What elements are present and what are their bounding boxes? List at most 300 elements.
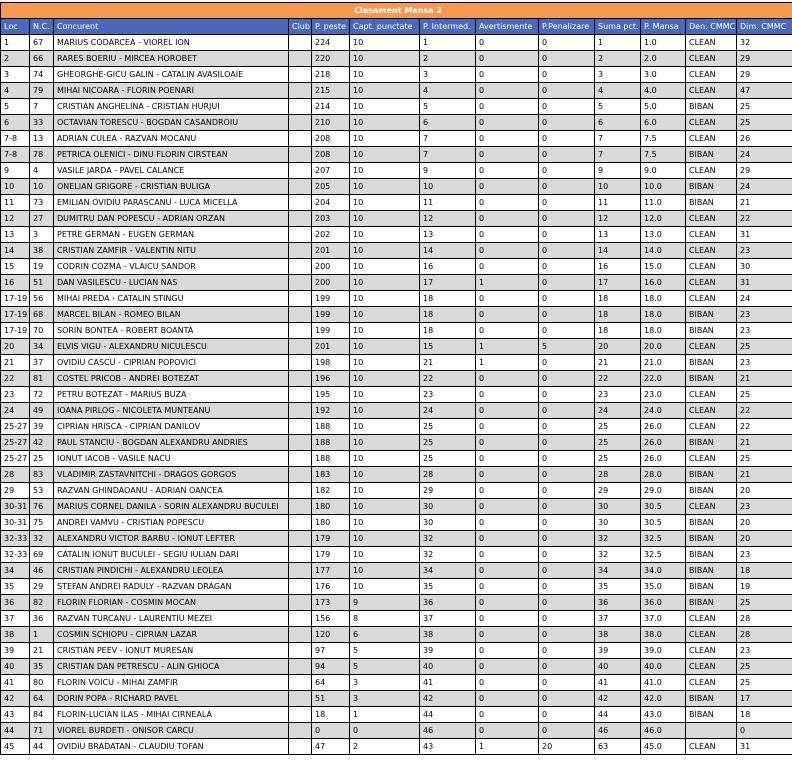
cell-dim-cmmc: 19	[737, 579, 792, 595]
cell-club	[289, 419, 312, 435]
cell-p-peste: 207	[312, 163, 350, 179]
cell-p-mansa: 28.0	[641, 467, 686, 483]
cell-p-penalizare: 0	[539, 435, 595, 451]
cell-p-peste: 47	[312, 739, 350, 755]
cell-nc: 84	[30, 707, 54, 723]
cell-suma-pct: 24	[595, 403, 641, 419]
cell-p-penalizare: 0	[539, 515, 595, 531]
cell-capt-punctate: 5	[350, 659, 420, 675]
table-row	[1, 35, 792, 51]
cell-loc: 11	[1, 195, 30, 211]
cell-nc: 73	[30, 195, 54, 211]
cell-avertismente: 0	[476, 323, 539, 339]
cell-nc: 56	[30, 291, 54, 307]
cell-p-peste: 64	[312, 675, 350, 691]
cell-concurent: CRISTIAN DAN PETRESCU - ALIN GHIOCA	[54, 659, 289, 675]
cell-avertismente: 0	[476, 627, 539, 643]
cell-capt-punctate: 5	[350, 643, 420, 659]
cell-concurent: PAUL STANCIU - BOGDAN ALEXANDRU ANDRIES	[54, 435, 289, 451]
cell-suma-pct: 25	[595, 451, 641, 467]
cell-suma-pct: 18	[595, 291, 641, 307]
cell-concurent: CODRIN COZMA - VLAICU SANDOR	[54, 259, 289, 275]
cell-suma-pct: 13	[595, 227, 641, 243]
cell-nc: 1	[30, 627, 54, 643]
cell-p-mansa: 24.0	[641, 403, 686, 419]
cell-capt-punctate: 0	[350, 723, 420, 739]
cell-club	[289, 243, 312, 259]
cell-concurent: CRISTIAN PEEV - IONUT MURESAN	[54, 643, 289, 659]
cell-concurent: MIHAI NICOARA - FLORIN POENARI	[54, 83, 289, 99]
cell-p-mansa: 26.0	[641, 419, 686, 435]
cell-loc: 25-27	[1, 451, 30, 467]
cell-den-cmmc: BIBAN	[686, 435, 737, 451]
cell-nc: 66	[30, 51, 54, 67]
cell-capt-punctate: 10	[350, 339, 420, 355]
cell-suma-pct: 22	[595, 371, 641, 387]
cell-suma-pct: 44	[595, 707, 641, 723]
cell-p-penalizare: 0	[539, 211, 595, 227]
cell-loc: 40	[1, 659, 30, 675]
cell-nc: 38	[30, 243, 54, 259]
cell-dim-cmmc: 31	[737, 275, 792, 291]
cell-club	[289, 387, 312, 403]
cell-loc: 7-8	[1, 131, 30, 147]
cell-avertismente: 0	[476, 579, 539, 595]
cell-p-peste: 120	[312, 627, 350, 643]
cell-loc: 17-19	[1, 323, 30, 339]
cell-nc: 53	[30, 483, 54, 499]
cell-avertismente: 0	[476, 179, 539, 195]
cell-p-penalizare: 20	[539, 739, 595, 755]
cell-capt-punctate: 10	[350, 499, 420, 515]
cell-dim-cmmc: 25	[737, 595, 792, 611]
cell-loc: 44	[1, 723, 30, 739]
cell-p-penalizare: 0	[539, 51, 595, 67]
cell-den-cmmc: CLEAN	[686, 643, 737, 659]
cell-concurent: OVIDIU BRADATAN - CLAUDIU TOFAN	[54, 739, 289, 755]
cell-suma-pct: 39	[595, 643, 641, 659]
cell-den-cmmc: CLEAN	[686, 403, 737, 419]
table-row	[1, 403, 792, 419]
cell-club	[289, 659, 312, 675]
cell-p-penalizare: 0	[539, 355, 595, 371]
cell-capt-punctate: 10	[350, 307, 420, 323]
cell-loc: 36	[1, 595, 30, 611]
cell-p-peste: 202	[312, 227, 350, 243]
cell-suma-pct: 46	[595, 723, 641, 739]
cell-club	[289, 355, 312, 371]
cell-den-cmmc: CLEAN	[686, 451, 737, 467]
cell-p-peste: 198	[312, 355, 350, 371]
cell-suma-pct: 18	[595, 323, 641, 339]
cell-dim-cmmc: 23	[737, 499, 792, 515]
cell-den-cmmc: BIBAN	[686, 179, 737, 195]
cell-p-intermed: 5	[420, 99, 476, 115]
cell-p-peste: 215	[312, 83, 350, 99]
cell-p-mansa: 32.5	[641, 531, 686, 547]
cell-p-penalizare: 0	[539, 115, 595, 131]
cell-capt-punctate: 8	[350, 611, 420, 627]
cell-loc: 37	[1, 611, 30, 627]
cell-capt-punctate: 3	[350, 691, 420, 707]
cell-p-intermed: 13	[420, 227, 476, 243]
table-row	[1, 483, 792, 499]
cell-p-intermed: 1	[420, 35, 476, 51]
cell-dim-cmmc: 18	[737, 563, 792, 579]
cell-loc: 30-31	[1, 499, 30, 515]
table-row	[1, 435, 792, 451]
cell-suma-pct: 16	[595, 259, 641, 275]
cell-avertismente: 0	[476, 115, 539, 131]
cell-p-mansa: 38.0	[641, 627, 686, 643]
cell-club	[289, 131, 312, 147]
cell-concurent: OVIDIU CASCU - CIPRIAN POPOVICI	[54, 355, 289, 371]
table-row	[1, 451, 792, 467]
cell-suma-pct: 1	[595, 35, 641, 51]
cell-p-intermed: 12	[420, 211, 476, 227]
cell-p-peste: 183	[312, 467, 350, 483]
cell-p-intermed: 4	[420, 83, 476, 99]
cell-club	[289, 179, 312, 195]
cell-dim-cmmc: 25	[737, 99, 792, 115]
cell-club	[289, 531, 312, 547]
cell-p-penalizare: 0	[539, 467, 595, 483]
cell-concurent: GHEORGHE-GICU GALIN - CATALIN AVASILOAIE	[54, 67, 289, 83]
table-row	[1, 195, 792, 211]
cell-capt-punctate: 6	[350, 627, 420, 643]
cell-suma-pct: 18	[595, 307, 641, 323]
cell-loc: 10	[1, 179, 30, 195]
table-row	[1, 419, 792, 435]
cell-suma-pct: 14	[595, 243, 641, 259]
cell-capt-punctate: 10	[350, 179, 420, 195]
cell-capt-punctate: 10	[350, 147, 420, 163]
cell-p-intermed: 46	[420, 723, 476, 739]
cell-concurent: PETRE GERMAN - EUGEN GERMAN	[54, 227, 289, 243]
cell-nc: 80	[30, 675, 54, 691]
cell-avertismente: 0	[476, 371, 539, 387]
table-row	[1, 371, 792, 387]
cell-loc: 5	[1, 99, 30, 115]
cell-p-mansa: 1.0	[641, 35, 686, 51]
cell-avertismente: 1	[476, 339, 539, 355]
cell-den-cmmc: CLEAN	[686, 499, 737, 515]
table-row	[1, 627, 792, 643]
cell-loc: 32-33	[1, 547, 30, 563]
cell-p-mansa: 3.0	[641, 67, 686, 83]
cell-p-mansa: 39.0	[641, 643, 686, 659]
cell-capt-punctate: 10	[350, 387, 420, 403]
cell-concurent: OCTAVIAN TORESCU - BOGDAN CASANDROIU	[54, 115, 289, 131]
header-nc: N.C.	[30, 19, 54, 35]
cell-capt-punctate: 10	[350, 547, 420, 563]
cell-capt-punctate: 10	[350, 291, 420, 307]
cell-club	[289, 323, 312, 339]
table-row	[1, 355, 792, 371]
cell-dim-cmmc: 25	[737, 339, 792, 355]
cell-p-penalizare: 0	[539, 659, 595, 675]
cell-club	[289, 67, 312, 83]
cell-loc: 12	[1, 211, 30, 227]
cell-suma-pct: 12	[595, 211, 641, 227]
cell-suma-pct: 11	[595, 195, 641, 211]
cell-avertismente: 0	[476, 387, 539, 403]
cell-den-cmmc: CLEAN	[686, 659, 737, 675]
cell-p-intermed: 18	[420, 307, 476, 323]
table-row	[1, 531, 792, 547]
cell-concurent: MARIUS CODARCEA - VIOREL ION	[54, 35, 289, 51]
cell-suma-pct: 36	[595, 595, 641, 611]
cell-p-penalizare: 0	[539, 611, 595, 627]
cell-p-peste: 218	[312, 67, 350, 83]
cell-capt-punctate: 10	[350, 275, 420, 291]
cell-dim-cmmc: 21	[737, 371, 792, 387]
table-row	[1, 675, 792, 691]
cell-den-cmmc: BIBAN	[686, 563, 737, 579]
cell-loc: 43	[1, 707, 30, 723]
cell-capt-punctate: 10	[350, 563, 420, 579]
cell-capt-punctate: 10	[350, 243, 420, 259]
cell-p-mansa: 40.0	[641, 659, 686, 675]
cell-club	[289, 83, 312, 99]
cell-capt-punctate: 10	[350, 35, 420, 51]
cell-club	[289, 307, 312, 323]
cell-p-penalizare: 0	[539, 547, 595, 563]
cell-capt-punctate: 10	[350, 131, 420, 147]
cell-den-cmmc: CLEAN	[686, 131, 737, 147]
cell-p-peste: 203	[312, 211, 350, 227]
cell-concurent: DORIN POPA - RICHARD PAVEL	[54, 691, 289, 707]
cell-club	[289, 611, 312, 627]
cell-p-peste: 196	[312, 371, 350, 387]
cell-concurent: VIOREL BURDETI - ONISOR CARCU	[54, 723, 289, 739]
cell-concurent: CRISTIAN PINDICHI - ALEXANDRU LEOLEA	[54, 563, 289, 579]
cell-p-peste: 208	[312, 147, 350, 163]
cell-dim-cmmc: 21	[737, 467, 792, 483]
cell-avertismente: 0	[476, 211, 539, 227]
cell-concurent: ELVIS VIGU - ALEXANDRU NICULESCU	[54, 339, 289, 355]
cell-p-peste: 18	[312, 707, 350, 723]
table-row	[1, 323, 792, 339]
cell-p-intermed: 17	[420, 275, 476, 291]
header-p-intermed: P. Intermed.	[420, 19, 476, 35]
cell-p-peste: 201	[312, 243, 350, 259]
cell-club	[289, 211, 312, 227]
cell-dim-cmmc: 20	[737, 483, 792, 499]
cell-p-intermed: 40	[420, 659, 476, 675]
cell-club	[289, 739, 312, 755]
cell-club	[289, 723, 312, 739]
cell-p-penalizare: 0	[539, 291, 595, 307]
table-row	[1, 515, 792, 531]
cell-dim-cmmc: 23	[737, 643, 792, 659]
header-capt-punctate: Capt. punctate	[350, 19, 420, 35]
cell-avertismente: 0	[476, 243, 539, 259]
cell-club	[289, 435, 312, 451]
cell-den-cmmc	[686, 723, 737, 739]
cell-club	[289, 451, 312, 467]
cell-p-penalizare: 0	[539, 627, 595, 643]
cell-loc: 29	[1, 483, 30, 499]
cell-avertismente: 0	[476, 83, 539, 99]
cell-p-intermed: 2	[420, 51, 476, 67]
cell-dim-cmmc: 24	[737, 291, 792, 307]
cell-nc: 32	[30, 531, 54, 547]
cell-avertismente: 1	[476, 275, 539, 291]
table-row	[1, 707, 792, 723]
cell-p-penalizare: 0	[539, 83, 595, 99]
cell-p-peste: 188	[312, 451, 350, 467]
cell-club	[289, 595, 312, 611]
cell-p-mansa: 9.0	[641, 163, 686, 179]
cell-avertismente: 0	[476, 691, 539, 707]
cell-suma-pct: 34	[595, 563, 641, 579]
cell-p-intermed: 32	[420, 547, 476, 563]
cell-p-mansa: 30.5	[641, 515, 686, 531]
table-body	[1, 35, 792, 755]
cell-p-intermed: 25	[420, 419, 476, 435]
cell-suma-pct: 28	[595, 467, 641, 483]
cell-suma-pct: 42	[595, 691, 641, 707]
cell-loc: 22	[1, 371, 30, 387]
cell-loc: 21	[1, 355, 30, 371]
cell-concurent: RARES BOERIU - MIRCEA HOROBET	[54, 51, 289, 67]
cell-p-penalizare: 0	[539, 675, 595, 691]
cell-club	[289, 35, 312, 51]
cell-p-intermed: 28	[420, 467, 476, 483]
cell-p-intermed: 25	[420, 451, 476, 467]
cell-p-intermed: 3	[420, 67, 476, 83]
cell-suma-pct: 29	[595, 483, 641, 499]
cell-nc: 27	[30, 211, 54, 227]
cell-suma-pct: 7	[595, 131, 641, 147]
cell-nc: 3	[30, 227, 54, 243]
cell-p-peste: 188	[312, 435, 350, 451]
cell-capt-punctate: 10	[350, 323, 420, 339]
cell-p-penalizare: 0	[539, 163, 595, 179]
cell-den-cmmc: CLEAN	[686, 243, 737, 259]
cell-dim-cmmc: 23	[737, 243, 792, 259]
cell-nc: 74	[30, 67, 54, 83]
cell-suma-pct: 20	[595, 339, 641, 355]
cell-avertismente: 0	[476, 483, 539, 499]
cell-concurent: IONUT IACOB - VASILE NACU	[54, 451, 289, 467]
cell-p-intermed: 25	[420, 435, 476, 451]
cell-suma-pct: 10	[595, 179, 641, 195]
cell-loc: 30-31	[1, 515, 30, 531]
cell-p-peste: 199	[312, 307, 350, 323]
cell-loc: 28	[1, 467, 30, 483]
cell-concurent: DAN VASILESCU - LUCIAN NAS	[54, 275, 289, 291]
cell-p-penalizare: 0	[539, 99, 595, 115]
table-row	[1, 259, 792, 275]
cell-p-intermed: 43	[420, 739, 476, 755]
header-p-mansa: P. Mansa	[641, 19, 686, 35]
cell-nc: 76	[30, 499, 54, 515]
cell-club	[289, 195, 312, 211]
cell-p-mansa: 13.0	[641, 227, 686, 243]
header-row	[1, 19, 792, 35]
cell-suma-pct: 35	[595, 579, 641, 595]
cell-p-mansa: 18.0	[641, 307, 686, 323]
cell-p-mansa: 10.0	[641, 179, 686, 195]
cell-p-penalizare: 0	[539, 35, 595, 51]
cell-p-intermed: 15	[420, 339, 476, 355]
cell-p-mansa: 20.0	[641, 339, 686, 355]
cell-nc: 71	[30, 723, 54, 739]
table-row	[1, 227, 792, 243]
cell-nc: 34	[30, 339, 54, 355]
cell-den-cmmc: CLEAN	[686, 275, 737, 291]
table-row	[1, 243, 792, 259]
cell-dim-cmmc: 23	[737, 547, 792, 563]
cell-dim-cmmc: 21	[737, 195, 792, 211]
cell-concurent: SORIN BONTEA - ROBERT BOANTA	[54, 323, 289, 339]
cell-p-intermed: 21	[420, 355, 476, 371]
cell-suma-pct: 38	[595, 627, 641, 643]
cell-loc: 20	[1, 339, 30, 355]
table-row	[1, 547, 792, 563]
cell-nc: 78	[30, 147, 54, 163]
cell-den-cmmc: CLEAN	[686, 51, 737, 67]
cell-concurent: CIPRIAN HRISCA - CIPRIAN DANILOV	[54, 419, 289, 435]
cell-p-penalizare: 0	[539, 563, 595, 579]
table-row	[1, 163, 792, 179]
cell-avertismente: 0	[476, 35, 539, 51]
cell-dim-cmmc: 18	[737, 707, 792, 723]
cell-concurent: RAZVAN GHINDAOANU - ADRIAN OANCEA	[54, 483, 289, 499]
cell-p-penalizare: 0	[539, 371, 595, 387]
cell-loc: 4	[1, 83, 30, 99]
cell-p-intermed: 41	[420, 675, 476, 691]
cell-avertismente: 0	[476, 163, 539, 179]
cell-dim-cmmc: 0	[737, 723, 792, 739]
cell-loc: 9	[1, 163, 30, 179]
header-p-penalizare: P.Penalizare	[539, 19, 595, 35]
cell-avertismente: 0	[476, 467, 539, 483]
cell-p-peste: 200	[312, 275, 350, 291]
cell-loc: 25-27	[1, 419, 30, 435]
cell-club	[289, 275, 312, 291]
cell-p-peste: 179	[312, 547, 350, 563]
cell-capt-punctate: 10	[350, 515, 420, 531]
cell-p-peste: 205	[312, 179, 350, 195]
cell-p-intermed: 38	[420, 627, 476, 643]
cell-avertismente: 0	[476, 195, 539, 211]
cell-avertismente: 0	[476, 435, 539, 451]
cell-avertismente: 0	[476, 51, 539, 67]
cell-avertismente: 0	[476, 643, 539, 659]
header-p-peste: P. peste	[312, 19, 350, 35]
table-row	[1, 179, 792, 195]
table-row	[1, 291, 792, 307]
cell-suma-pct: 7	[595, 147, 641, 163]
cell-club	[289, 339, 312, 355]
cell-p-intermed: 32	[420, 531, 476, 547]
cell-p-penalizare: 0	[539, 723, 595, 739]
cell-p-penalizare: 0	[539, 451, 595, 467]
cell-p-penalizare: 0	[539, 499, 595, 515]
cell-p-peste: 201	[312, 339, 350, 355]
cell-den-cmmc: BIBAN	[686, 707, 737, 723]
cell-p-mansa: 32.5	[641, 547, 686, 563]
cell-capt-punctate: 10	[350, 371, 420, 387]
cell-den-cmmc: BIBAN	[686, 371, 737, 387]
cell-p-mansa: 11.0	[641, 195, 686, 211]
cell-nc: 82	[30, 595, 54, 611]
cell-club	[289, 563, 312, 579]
cell-loc: 32-33	[1, 531, 30, 547]
